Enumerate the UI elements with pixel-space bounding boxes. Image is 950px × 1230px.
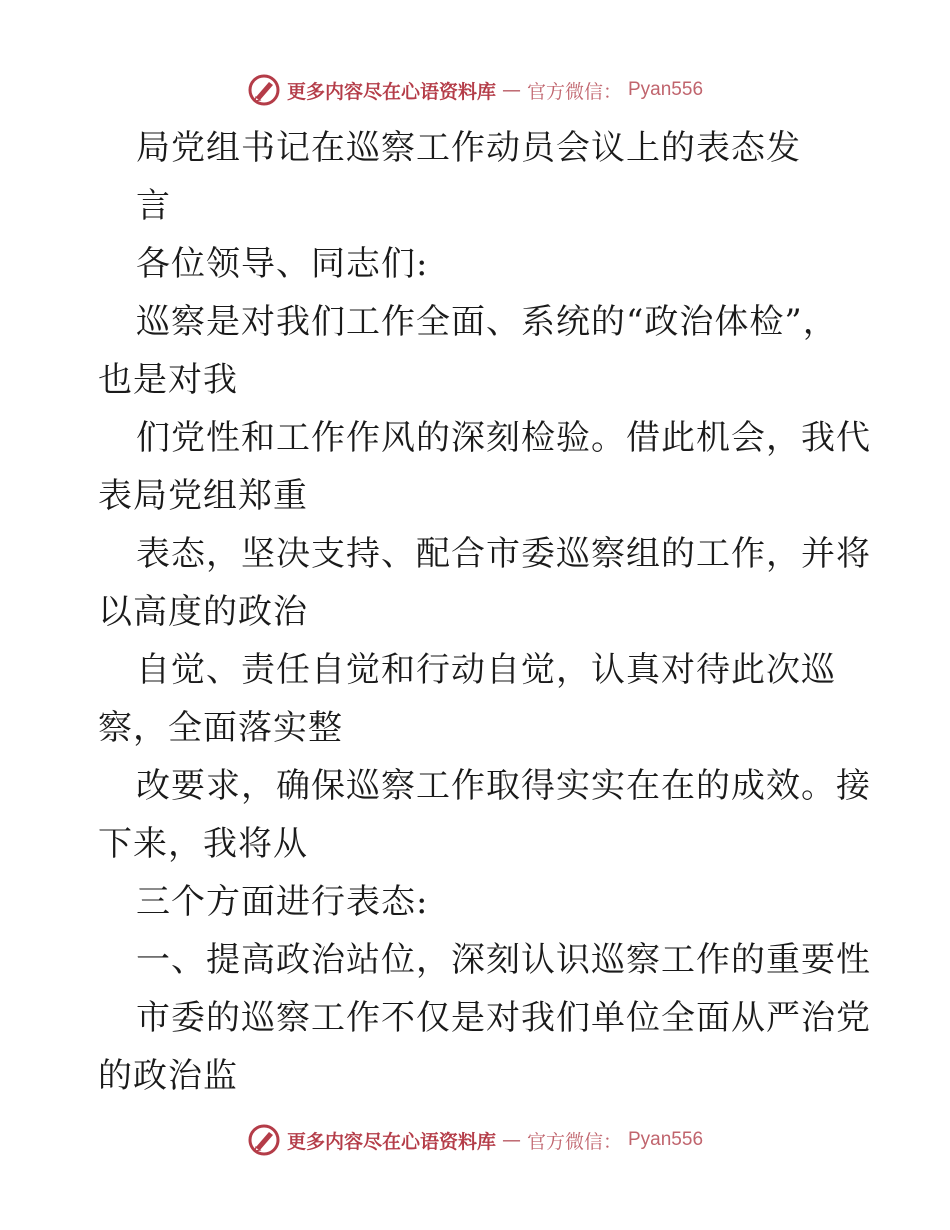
watermark-separator: — <box>501 79 521 101</box>
salutation: 各位领导、同志们: <box>136 244 429 284</box>
paragraph-line: 改要求，确保巡察工作取得实实在在的成效。接 <box>136 766 871 806</box>
document-title-line-1: 局党组书记在巡察工作动员会议上的表态发 <box>136 128 801 168</box>
paragraph-line: 的政治监 <box>98 1056 238 1096</box>
paragraph-line: 巡察是对我们工作全面、系统的“政治体检”， <box>136 302 838 342</box>
footer-watermark <box>0 1120 950 1160</box>
watermark-brand: 更多内容尽在心语资料库 <box>286 1130 496 1153</box>
watermark-wechat-id: Pyan556 <box>628 79 704 100</box>
paragraph-line: 也是对我 <box>98 360 238 400</box>
watermark-brand: 更多内容尽在心语资料库 <box>286 80 496 103</box>
paragraph-line: 察，全面落实整 <box>98 708 343 748</box>
paragraph-line: 三个方面进行表态: <box>136 882 429 922</box>
paragraph-line: 表态，坚决支持、配合市委巡察组的工作，并将 <box>136 534 871 574</box>
paragraph-line: 表局党组郑重 <box>98 476 308 516</box>
paragraph-line: 们党性和工作作风的深刻检验。借此机会，我代 <box>136 418 871 458</box>
watermark-separator: — <box>501 1129 521 1151</box>
pen-logo-icon <box>247 1123 281 1157</box>
paragraph-line: 市委的巡察工作不仅是对我们单位全面从严治党 <box>136 998 871 1038</box>
paragraph-line: 自觉、责任自觉和行动自觉，认真对待此次巡 <box>136 650 836 690</box>
watermark-wechat-label: 官方微信： <box>526 1130 622 1153</box>
watermark-wechat-label: 官方微信： <box>526 80 622 103</box>
paragraph-line: 下来，我将从 <box>98 824 308 864</box>
section-heading: 一、提高政治站位，深刻认识巡察工作的重要性 <box>136 940 871 980</box>
document-title-line-2: 言 <box>136 186 171 226</box>
paragraph-line: 以高度的政治 <box>98 592 308 632</box>
watermark-wechat-id: Pyan556 <box>628 1129 704 1150</box>
